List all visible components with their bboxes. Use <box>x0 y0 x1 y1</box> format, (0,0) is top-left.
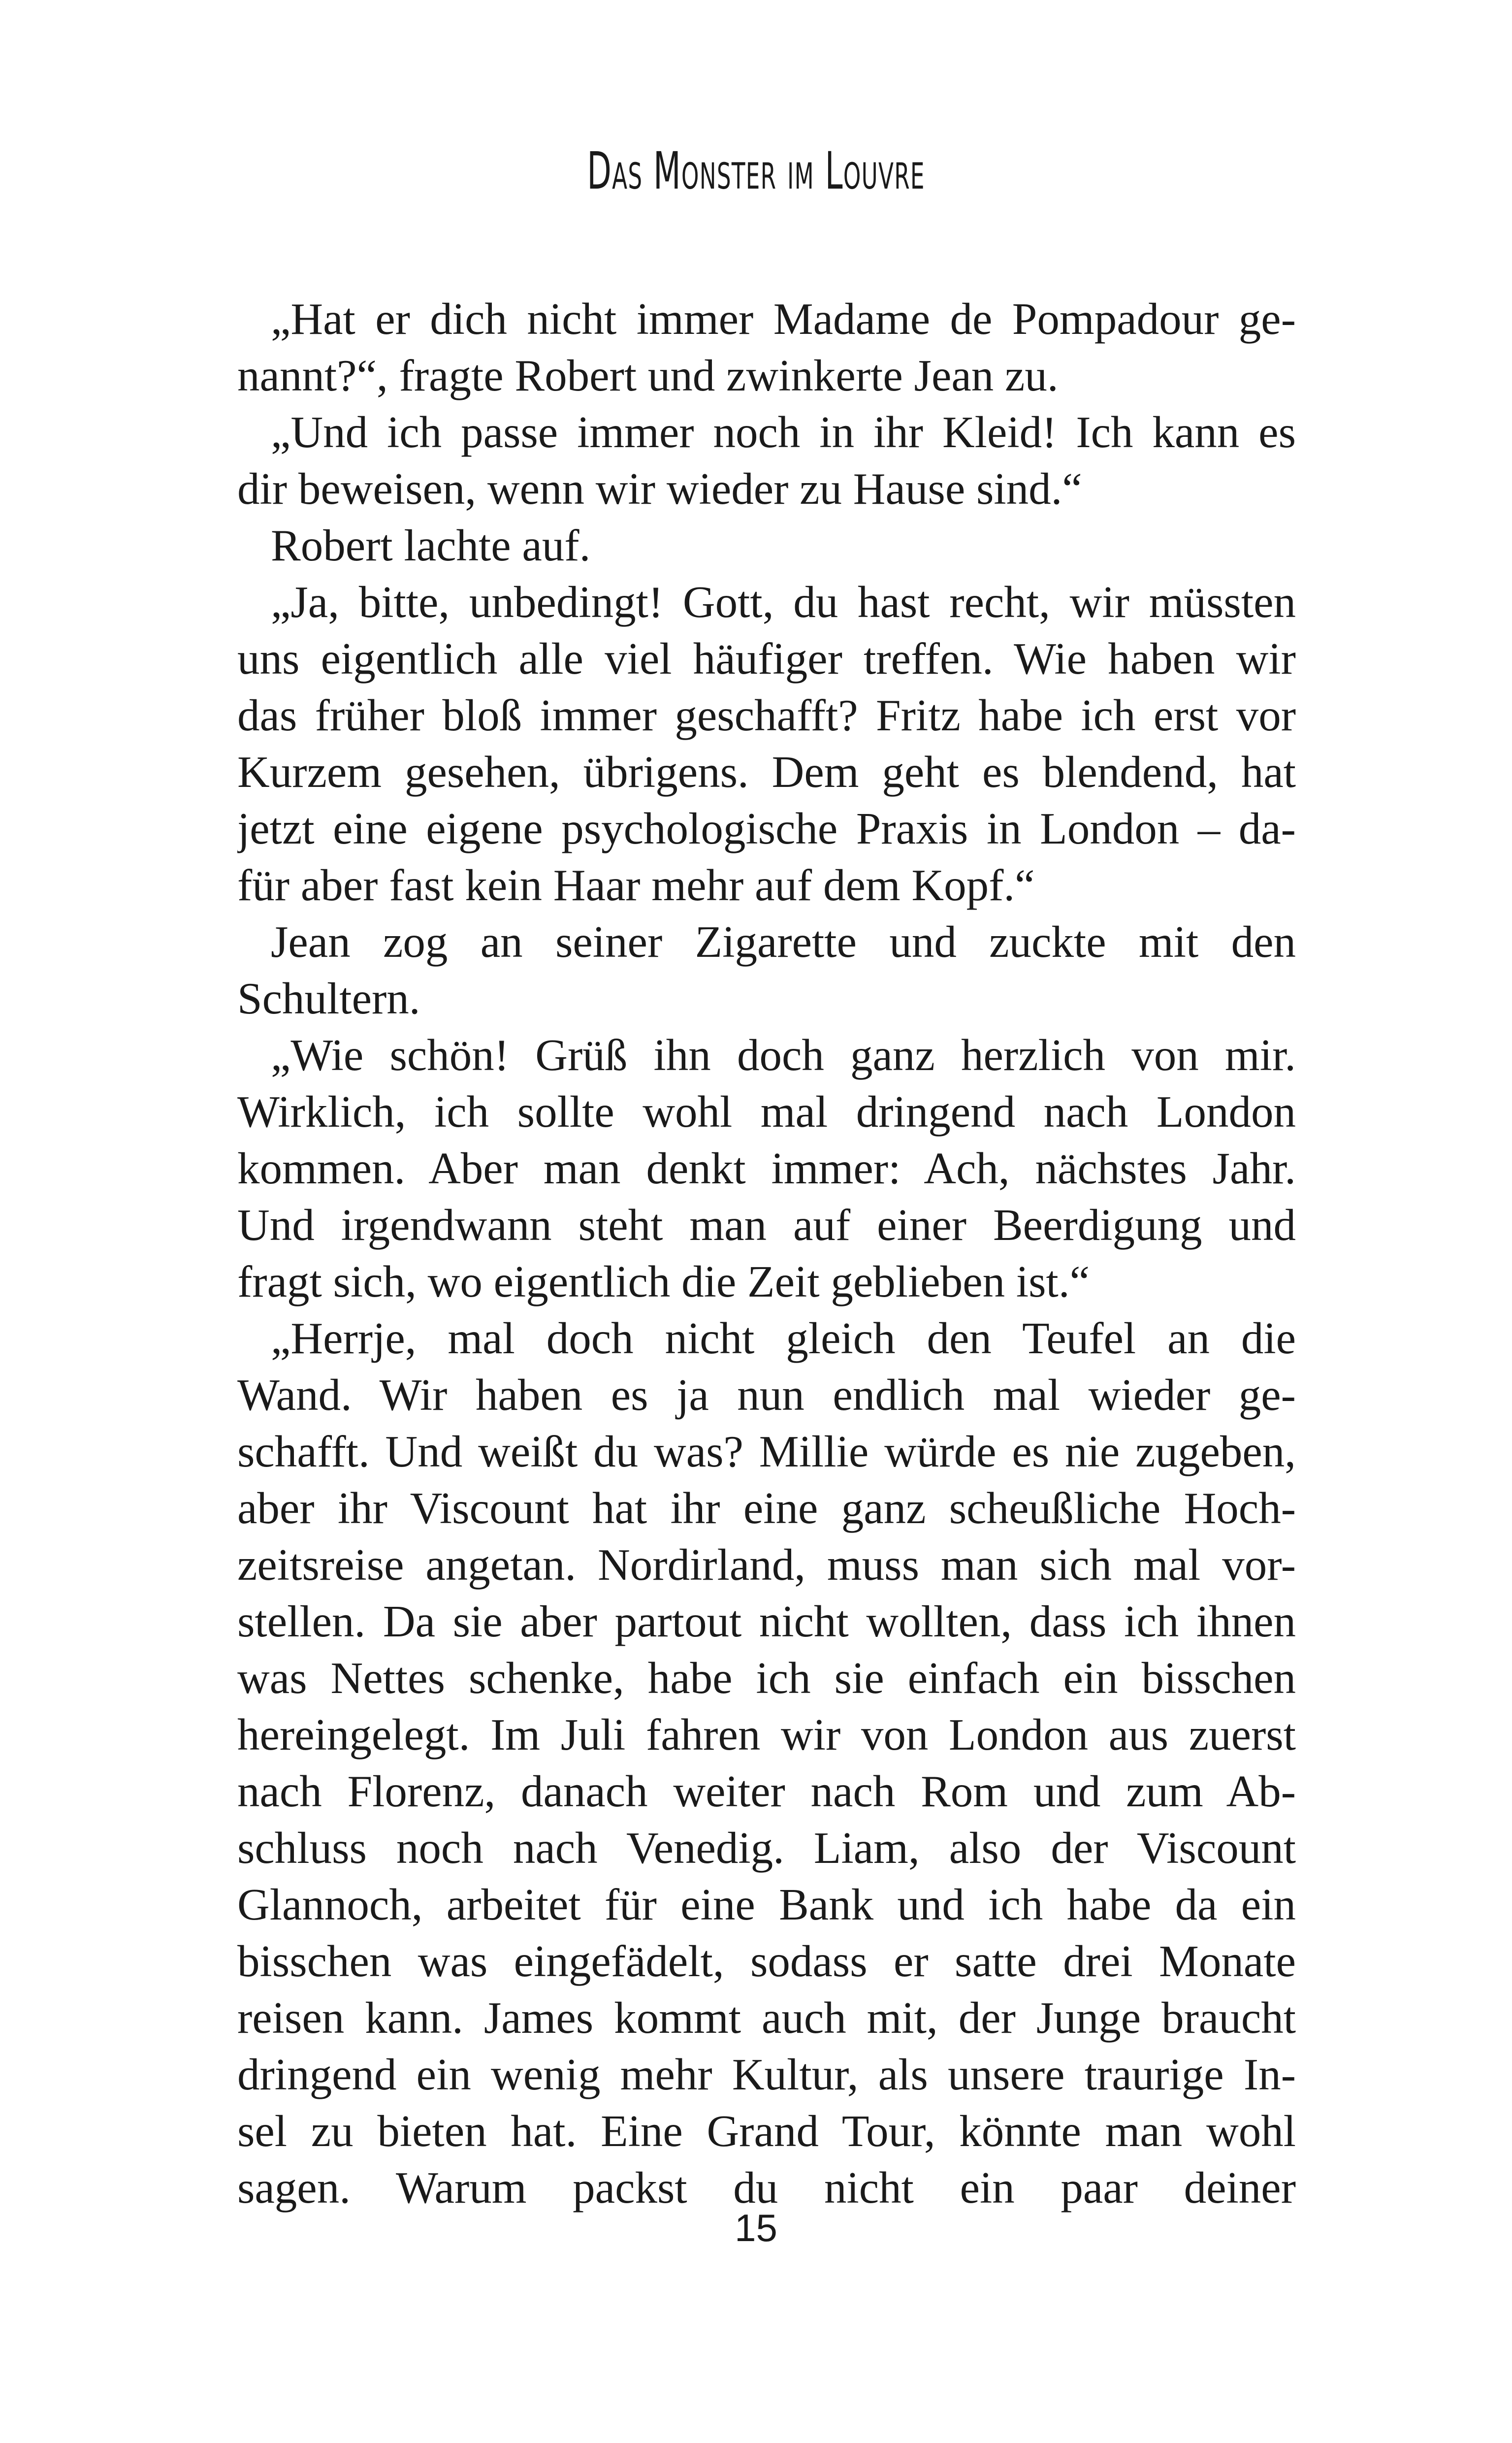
running-head: Das Monster im Louvre <box>587 141 925 201</box>
text-line: fragt sich, wo eigentlich die Zeit geblieben ist.“ <box>237 1257 1090 1306</box>
text-line: jetzt eine eigene psychologische Praxis in London – da- <box>237 804 1296 853</box>
text-line: Kurzem gesehen, übrigens. Dem geht es blendend, hat <box>237 747 1296 797</box>
text-line: Wand. Wir haben es ja nun endlich mal wieder ge- <box>237 1370 1296 1420</box>
text-line: zeitsreise angetan. Nordirland, muss man sich mal vor- <box>237 1540 1296 1590</box>
text-line: kommen. Aber man denkt immer: Ach, nächstes Jahr. <box>237 1143 1296 1193</box>
text-line: Robert lachte auf. <box>271 521 591 570</box>
text-line: was Nettes schenke, habe ich sie einfach ein bisschen <box>237 1653 1296 1703</box>
text-line: Schultern. <box>237 974 420 1023</box>
text-line: schafft. Und weißt du was? Millie würde es nie zugeben, <box>237 1427 1296 1476</box>
text-line: „Ja, bitte, unbedingt! Gott, du hast recht, wir müssten <box>271 577 1296 627</box>
body-text <box>237 291 1296 2216</box>
page-number: 15 <box>735 2206 777 2249</box>
text-line: „Hat er dich nicht immer Madame de Pompadour ge- <box>271 294 1296 344</box>
text-line: stellen. Da sie aber partout nicht wollten, dass ich ihnen <box>237 1596 1296 1646</box>
text-line: nach Florenz, danach weiter nach Rom und zum Ab- <box>237 1766 1296 1816</box>
text-line: für aber fast kein Haar mehr auf dem Kopf.“ <box>237 860 1035 910</box>
text-line: Glannoch, arbeitet für eine Bank und ich habe da ein <box>237 1880 1296 1929</box>
text-line: dir beweisen, wenn wir wieder zu Hause sind.“ <box>237 464 1082 514</box>
text-line: aber ihr Viscount hat ihr eine ganz scheußliche Hoch- <box>237 1483 1296 1533</box>
text-line: schluss noch nach Venedig. Liam, also der Viscount <box>237 1823 1296 1873</box>
text-line: sel zu bieten hat. Eine Grand Tour, könnte man wohl <box>237 2106 1296 2156</box>
text-line: uns eigentlich alle viel häufiger treffen. Wie haben wir <box>237 634 1296 684</box>
text-line: das früher bloß immer geschafft? Fritz habe ich erst vor <box>237 690 1296 740</box>
text-line: nannt?“, fragte Robert und zwinkerte Jean zu. <box>237 351 1059 400</box>
text-line: Und irgendwann steht man auf einer Beerdigung und <box>237 1200 1296 1250</box>
text-line: Wirklich, ich sollte wohl mal dringend nach London <box>237 1087 1296 1137</box>
text-line: dringend ein wenig mehr Kultur, als unsere traurige In- <box>237 2050 1296 2099</box>
text-line: „Herrje, mal doch nicht gleich den Teufel an die <box>271 1313 1296 1363</box>
text-line: bisschen was eingefädelt, sodass er satte drei Monate <box>237 1936 1296 1986</box>
text-line: sagen. Warum packst du nicht ein paar deiner <box>237 2163 1296 2213</box>
text-line: „Wie schön! Grüß ihn doch ganz herzlich von mir. <box>271 1030 1296 1080</box>
text-line: reisen kann. James kommt auch mit, der Junge braucht <box>237 1993 1296 2043</box>
text-line: „Und ich passe immer noch in ihr Kleid! Ich kann es <box>271 407 1296 457</box>
text-line: hereingelegt. Im Juli fahren wir von London aus zuerst <box>237 1710 1296 1759</box>
text-line: Jean zog an seiner Zigarette und zuckte mit den <box>271 917 1296 967</box>
